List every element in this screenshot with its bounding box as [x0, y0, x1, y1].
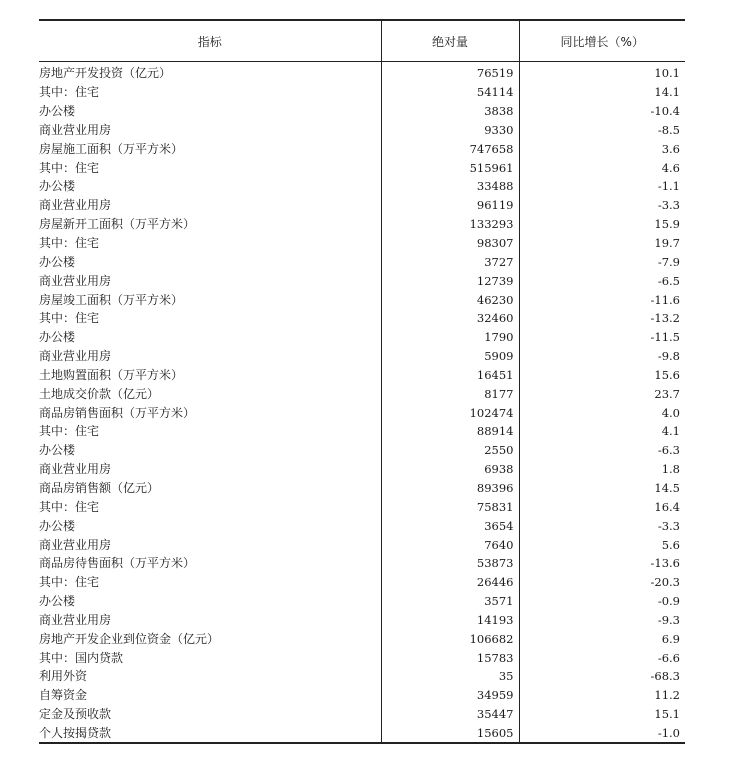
table-row: [39, 384, 685, 403]
indicator-cell: [39, 422, 381, 441]
indicator-name: 商业营业用房: [39, 198, 112, 213]
yoy-growth-cell: -9.8: [519, 347, 685, 366]
indicator-name: 住宅: [75, 575, 100, 590]
indicator-prefix: 其中：: [39, 311, 76, 326]
table-row: [39, 347, 685, 366]
yoy-growth-cell: -3.3: [519, 196, 685, 215]
absolute-value-cell: 88914: [381, 422, 519, 441]
table-row: [39, 535, 685, 554]
table-row: [39, 629, 685, 648]
header-row: [39, 20, 685, 62]
indicator-name: 办公楼: [39, 330, 76, 345]
absolute-value-cell: 76519: [381, 62, 519, 83]
yoy-growth-cell: -7.9: [519, 252, 685, 271]
indicator-prefix: 其中：: [39, 575, 76, 590]
absolute-value-cell: 26446: [381, 573, 519, 592]
absolute-value-cell: 53873: [381, 554, 519, 573]
yoy-growth-cell: 10.1: [519, 62, 685, 83]
yoy-growth-cell: 14.1: [519, 83, 685, 102]
table-row: [39, 196, 685, 215]
absolute-value-cell: 75831: [381, 497, 519, 516]
table-row: [39, 479, 685, 498]
yoy-growth-cell: 3.6: [519, 139, 685, 158]
table-row: [39, 102, 685, 121]
absolute-value-cell: 15783: [381, 648, 519, 667]
indicator-cell: [39, 705, 381, 724]
table-row: [39, 177, 685, 196]
indicator-name: 房地产开发投资（亿元）: [39, 66, 172, 81]
table-row: [39, 441, 685, 460]
table-row: [39, 516, 685, 535]
indicator-name: 房地产开发企业到位资金（亿元）: [39, 631, 220, 646]
indicator-name: 商品房待售面积（万平方米）: [39, 556, 196, 571]
indicator-cell: [39, 460, 381, 479]
table-row: [39, 309, 685, 328]
indicator-cell: [39, 516, 381, 535]
table-row: [39, 290, 685, 309]
yoy-growth-cell: -6.5: [519, 271, 685, 290]
yoy-growth-cell: 6.9: [519, 629, 685, 648]
indicator-cell: [39, 139, 381, 158]
header-absolute: 绝对量: [381, 20, 519, 62]
table-row: [39, 592, 685, 611]
indicator-name: 商业营业用房: [39, 273, 112, 288]
absolute-value-cell: 16451: [381, 366, 519, 385]
absolute-value-cell: 3727: [381, 252, 519, 271]
table-row: [39, 234, 685, 253]
absolute-value-cell: 54114: [381, 83, 519, 102]
indicator-cell: [39, 479, 381, 498]
indicator-prefix: 其中：: [39, 499, 76, 514]
indicator-name: 定金及预收款: [39, 707, 112, 722]
yoy-growth-cell: -0.9: [519, 592, 685, 611]
yoy-growth-cell: 15.6: [519, 366, 685, 385]
header-yoy: 同比增长（%）: [519, 20, 685, 62]
indicator-cell: [39, 347, 381, 366]
indicator-cell: [39, 62, 381, 83]
indicator-prefix: 其中：: [39, 236, 76, 251]
statistics-table: [39, 19, 685, 744]
yoy-growth-cell: 15.1: [519, 705, 685, 724]
indicator-name: 商业营业用房: [39, 349, 112, 364]
indicator-name: 利用外资: [39, 669, 88, 684]
indicator-name: 商品房销售面积（万平方米）: [39, 405, 196, 420]
indicator-cell: [39, 102, 381, 121]
absolute-value-cell: 3654: [381, 516, 519, 535]
yoy-growth-cell: 15.9: [519, 215, 685, 234]
indicator-name: 住宅: [75, 424, 100, 439]
indicator-cell: [39, 328, 381, 347]
table-row: [39, 83, 685, 102]
indicator-cell: [39, 441, 381, 460]
table-row: [39, 252, 685, 271]
indicator-name: 房屋竣工面积（万平方米）: [39, 292, 184, 307]
table-row: [39, 667, 685, 686]
absolute-value-cell: 12739: [381, 271, 519, 290]
table-row: [39, 328, 685, 347]
table-row: [39, 422, 685, 441]
absolute-value-cell: 96119: [381, 196, 519, 215]
indicator-cell: [39, 384, 381, 403]
indicator-cell: [39, 271, 381, 290]
absolute-value-cell: 14193: [381, 610, 519, 629]
yoy-growth-cell: 4.1: [519, 422, 685, 441]
indicator-name: 国内贷款: [75, 650, 124, 665]
yoy-growth-cell: 14.5: [519, 479, 685, 498]
yoy-growth-cell: -1.1: [519, 177, 685, 196]
absolute-value-cell: 3571: [381, 592, 519, 611]
indicator-name: 办公楼: [39, 254, 76, 269]
absolute-value-cell: 106682: [381, 629, 519, 648]
absolute-value-cell: 5909: [381, 347, 519, 366]
absolute-value-cell: 3838: [381, 102, 519, 121]
indicator-prefix: 其中：: [39, 424, 76, 439]
indicator-cell: [39, 403, 381, 422]
yoy-growth-cell: -20.3: [519, 573, 685, 592]
indicator-cell: [39, 629, 381, 648]
absolute-value-cell: 34959: [381, 686, 519, 705]
yoy-growth-cell: -11.5: [519, 328, 685, 347]
yoy-growth-cell: -13.2: [519, 309, 685, 328]
indicator-name: 房屋新开工面积（万平方米）: [39, 217, 196, 232]
table-row: [39, 403, 685, 422]
indicator-name: 房屋施工面积（万平方米）: [39, 141, 184, 156]
indicator-cell: [39, 234, 381, 253]
absolute-value-cell: 98307: [381, 234, 519, 253]
yoy-growth-cell: -11.6: [519, 290, 685, 309]
table-row: [39, 610, 685, 629]
absolute-value-cell: 6938: [381, 460, 519, 479]
absolute-value-cell: 46230: [381, 290, 519, 309]
indicator-cell: [39, 177, 381, 196]
absolute-value-cell: 2550: [381, 441, 519, 460]
absolute-value-cell: 9330: [381, 121, 519, 140]
indicator-name: 住宅: [75, 499, 100, 514]
indicator-cell: [39, 497, 381, 516]
indicator-name: 住宅: [75, 311, 100, 326]
indicator-cell: [39, 648, 381, 667]
indicator-cell: [39, 686, 381, 705]
indicator-name: 商品房销售额（亿元）: [39, 480, 160, 495]
indicator-name: 住宅: [75, 160, 100, 175]
indicator-name: 住宅: [75, 85, 100, 100]
indicator-name: 办公楼: [39, 179, 76, 194]
absolute-value-cell: 89396: [381, 479, 519, 498]
indicator-cell: [39, 290, 381, 309]
absolute-value-cell: 15605: [381, 724, 519, 744]
indicator-name: 自筹资金: [39, 688, 88, 703]
indicator-name: 商业营业用房: [39, 612, 112, 627]
table-row: [39, 139, 685, 158]
yoy-growth-cell: 16.4: [519, 497, 685, 516]
indicator-cell: [39, 83, 381, 102]
table-row: [39, 62, 685, 83]
yoy-growth-cell: -13.6: [519, 554, 685, 573]
indicator-cell: [39, 667, 381, 686]
yoy-growth-cell: -1.0: [519, 724, 685, 744]
yoy-growth-cell: -68.3: [519, 667, 685, 686]
indicator-name: 住宅: [75, 236, 100, 251]
indicator-cell: [39, 215, 381, 234]
table-row: [39, 573, 685, 592]
absolute-value-cell: 35447: [381, 705, 519, 724]
table-row: [39, 271, 685, 290]
absolute-value-cell: 515961: [381, 158, 519, 177]
indicator-cell: [39, 121, 381, 140]
absolute-value-cell: 1790: [381, 328, 519, 347]
indicator-cell: [39, 573, 381, 592]
indicator-cell: [39, 592, 381, 611]
indicator-name: 办公楼: [39, 518, 76, 533]
yoy-growth-cell: 5.6: [519, 535, 685, 554]
indicator-name: 办公楼: [39, 594, 76, 609]
table-row: [39, 497, 685, 516]
table-row: [39, 366, 685, 385]
yoy-growth-cell: 4.0: [519, 403, 685, 422]
indicator-name: 商业营业用房: [39, 462, 112, 477]
indicator-name: 土地成交价款（亿元）: [39, 386, 160, 401]
indicator-name: 办公楼: [39, 104, 76, 119]
yoy-growth-cell: -3.3: [519, 516, 685, 535]
absolute-value-cell: 32460: [381, 309, 519, 328]
indicator-name: 商业营业用房: [39, 537, 112, 552]
yoy-growth-cell: 1.8: [519, 460, 685, 479]
indicator-name: 个人按揭贷款: [39, 725, 112, 740]
indicator-cell: [39, 252, 381, 271]
indicator-cell: [39, 196, 381, 215]
yoy-growth-cell: -8.5: [519, 121, 685, 140]
table-row: [39, 724, 685, 744]
absolute-value-cell: 133293: [381, 215, 519, 234]
yoy-growth-cell: -6.3: [519, 441, 685, 460]
yoy-growth-cell: 19.7: [519, 234, 685, 253]
table-row: [39, 460, 685, 479]
absolute-value-cell: 747658: [381, 139, 519, 158]
indicator-cell: [39, 535, 381, 554]
indicator-cell: [39, 554, 381, 573]
indicator-cell: [39, 158, 381, 177]
table-row: [39, 705, 685, 724]
indicator-cell: [39, 724, 381, 744]
yoy-growth-cell: 11.2: [519, 686, 685, 705]
indicator-cell: [39, 309, 381, 328]
table-row: [39, 158, 685, 177]
table-row: [39, 554, 685, 573]
yoy-growth-cell: 23.7: [519, 384, 685, 403]
table-row: [39, 215, 685, 234]
yoy-growth-cell: 4.6: [519, 158, 685, 177]
yoy-growth-cell: -10.4: [519, 102, 685, 121]
absolute-value-cell: 33488: [381, 177, 519, 196]
table-header: [39, 20, 685, 62]
absolute-value-cell: 7640: [381, 535, 519, 554]
indicator-prefix: 其中：: [39, 160, 76, 175]
table-row: [39, 648, 685, 667]
indicator-cell: [39, 610, 381, 629]
absolute-value-cell: 35: [381, 667, 519, 686]
header-indicator: 指标: [39, 20, 381, 62]
indicator-name: 土地购置面积（万平方米）: [39, 367, 184, 382]
table-body: [39, 62, 685, 744]
indicator-name: 商业营业用房: [39, 122, 112, 137]
indicator-name: 办公楼: [39, 443, 76, 458]
indicator-prefix: 其中：: [39, 650, 76, 665]
table-row: [39, 121, 685, 140]
yoy-growth-cell: -9.3: [519, 610, 685, 629]
indicator-cell: [39, 366, 381, 385]
absolute-value-cell: 8177: [381, 384, 519, 403]
yoy-growth-cell: -6.6: [519, 648, 685, 667]
table-row: [39, 686, 685, 705]
absolute-value-cell: 102474: [381, 403, 519, 422]
indicator-prefix: 其中：: [39, 85, 76, 100]
